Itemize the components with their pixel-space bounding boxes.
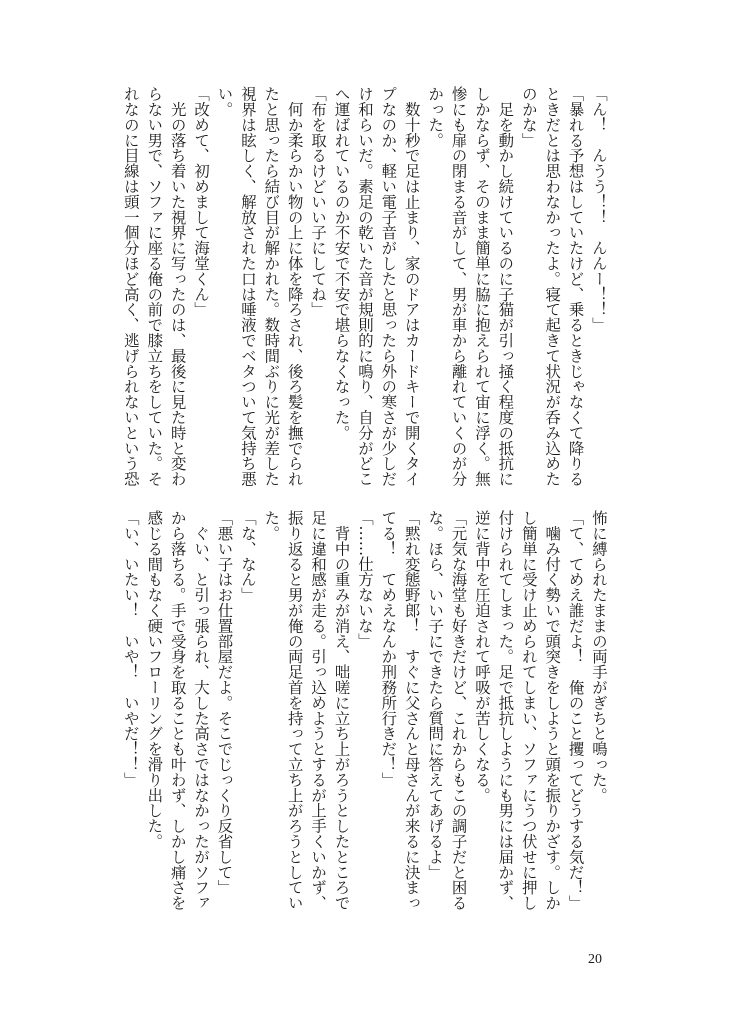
- text-line: 付けられてしまった。足で抵抗しようにも男には届かず、: [496, 510, 515, 911]
- page-number: 20: [588, 952, 602, 967]
- text-line: 「……仕方ないな」: [355, 510, 374, 649]
- text-line: れなのに目線は頭一個分ほど高く、逃げられないという恐: [121, 86, 140, 487]
- text-line: 噛み付く勢いで頭突きをしようと頭を振りかざす。しか: [543, 510, 562, 911]
- text-line: のかな」: [519, 86, 538, 148]
- text-line: へ運ばれているのか不安で不安で堪らなくなった。: [332, 86, 351, 441]
- text-line: し簡単に受け止められてしまい、ソファにうつ伏せに押し: [519, 510, 538, 911]
- text-line: ときだとは思わなかったよ。寝て起きて状況が呑み込めた: [543, 86, 562, 487]
- text-line: プなのか、軽い電子音がしたと思ったら外の寒さが少しだ: [379, 86, 398, 487]
- text-line: 視界は眩しく、解放された口は唾液でベタついて気持ち悪: [238, 86, 257, 487]
- text-line: 「元気な海堂も好きだけど、これからもこの調子だと困る: [449, 510, 468, 911]
- text-line: 足に違和感が走る。引っ込めようとするが上手くいかず、: [309, 510, 328, 911]
- text-line: 何か柔らかい物の上に体を降ろされ、後ろ髪を撫でられ: [285, 86, 304, 487]
- text-line: 「改めて、初めまして海堂くん」: [192, 86, 211, 317]
- text-line: け和らいだ。素足の乾いた音が規則的に鳴り、自分がどこ: [355, 86, 374, 487]
- text-line: てる！ てめえなんか刑務所行きだ！」: [379, 510, 398, 788]
- text-line: 「布を取るけどいい子にしてね」: [309, 86, 328, 317]
- text-line: 感じる間もなく硬いフローリングを滑り出した。: [145, 510, 164, 849]
- text-block-bottom: [118, 510, 610, 915]
- text-line: 「悪い子はお仕置部屋だよ。そこでじっくり反省して」: [215, 510, 234, 895]
- text-block-top: [118, 86, 610, 491]
- text-line: らない男で、ソファに座る俺の前で膝立ちをしていた。そ: [145, 86, 164, 487]
- text-line: 足を動かし続けているのに子猫が引っ掻く程度の抵抗に: [496, 86, 515, 487]
- text-line: しかならず、そのまま簡単に脇に抱えられて宙に浮く。無: [472, 86, 491, 487]
- text-line: 数十秒で足は止まり、家のドアはカードキーで開くタイ: [402, 86, 421, 487]
- text-line: かった。: [426, 86, 445, 148]
- text-line: から落ちる。手で受身を取ることも叶わず、しかし痛さを: [168, 510, 187, 911]
- text-line: ぐい、と引っ張られ、大した高さではなかったがソファ: [192, 510, 211, 911]
- text-line: たと思ったら結び目が解かれた。数時間ぶりに光が差した: [262, 86, 281, 487]
- text-line: 怖に縛られたままの両手がぎちと鳴った。: [590, 510, 608, 803]
- text-line: 振り返ると男が俺の両足首を持って立ち上がろうとしてい: [285, 510, 304, 911]
- text-line: 「い、いたい！ いや！ いやだ！！」: [121, 510, 140, 788]
- text-line: 「暴れる予想はしていたけど、乗るときじゃなくて降りる: [566, 86, 585, 487]
- text-line: 光の落ち着いた視界に写ったのは、最後に見た時と変わ: [168, 86, 187, 487]
- text-line: な。ほら、いい子にできたら質問に答えてあげるよ」: [426, 510, 445, 880]
- text-line: た。: [262, 510, 281, 541]
- text-line: 「黙れ変態野郎！ すぐに父さんと母さんが来るに決まっ: [402, 510, 421, 911]
- text-line: 「な、なん」: [238, 510, 257, 603]
- text-line: 背中の重みが消え、咄嗟に立ち上がろうとしたところで: [332, 510, 351, 911]
- text-line: い。: [215, 86, 234, 117]
- text-line: 「ん！ んうう！！ んんー！！」: [590, 86, 608, 333]
- text-line: 逆に背中を圧迫されて呼吸が苦しくなる。: [472, 510, 491, 803]
- text-line: 惨にも扉の閉まる音がして、男が車から離れていくのが分: [449, 86, 468, 487]
- text-line: 「て、てめえ誰だよ！ 俺のこと攫ってどうする気だ！」: [566, 510, 585, 911]
